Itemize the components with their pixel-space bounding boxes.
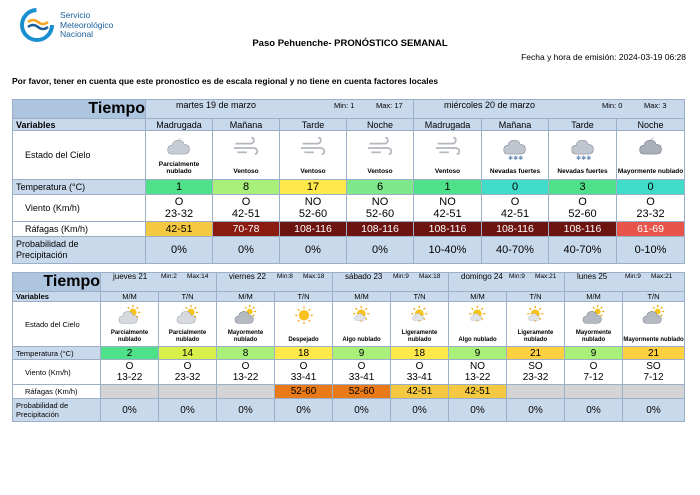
sky-cell xyxy=(449,302,507,347)
wind-cell xyxy=(275,360,333,385)
day-header xyxy=(333,273,449,292)
prob-cell: 0% xyxy=(213,237,280,264)
wind-cell xyxy=(449,360,507,385)
sky-state: Ventoso xyxy=(434,168,461,175)
day-min: Min:8 xyxy=(277,273,293,280)
mostly-cloudy-icon xyxy=(642,305,666,327)
period-header: M/M xyxy=(565,292,623,302)
wind-speed: 23-32 xyxy=(636,208,665,220)
day-name: martes 19 de marzo xyxy=(176,100,257,110)
row-label-sky: Estado del Cielo xyxy=(13,131,146,180)
heavy-snow-icon xyxy=(569,135,597,161)
wind-speed: 42-51 xyxy=(500,208,530,220)
prob-label-1: Probabilidad de xyxy=(16,239,79,249)
sky-state: Ventoso xyxy=(233,168,259,175)
day-min: Min:9 xyxy=(393,273,409,280)
sky-state: Algo nublado xyxy=(342,336,381,343)
logo-text xyxy=(60,11,113,40)
logo-line-2: Meteorológico xyxy=(60,19,114,30)
gust-cell xyxy=(507,385,565,399)
wind-dir: O xyxy=(646,196,655,208)
prob-cell: 0% xyxy=(101,399,159,422)
row-label-prob xyxy=(13,399,101,422)
temp-cell: 8 xyxy=(217,347,275,360)
wind-cell xyxy=(623,360,685,385)
sky-cell xyxy=(159,302,217,347)
tiempo-header xyxy=(13,100,146,119)
day-name: viernes 22 xyxy=(229,272,266,281)
temp-cell: 21 xyxy=(507,347,565,360)
svg-text:✱✱✱: ✱✱✱ xyxy=(508,155,524,161)
sky-cell xyxy=(280,131,347,180)
row-label-gust: Ráfagas (Km/h) xyxy=(13,385,101,399)
wind-dir: O xyxy=(174,196,184,208)
prob-cell: 40-70% xyxy=(482,237,549,264)
gust-cell xyxy=(101,385,159,399)
sky-cell xyxy=(101,302,159,347)
gust-cell: 108-116 xyxy=(414,222,482,237)
sky-state: Parcialmente nublado xyxy=(168,330,207,343)
day-header xyxy=(414,100,685,119)
temp-cell: 17 xyxy=(280,180,347,195)
wind-dir: SO xyxy=(528,361,543,372)
sky-state: Parcialmente nublado xyxy=(110,330,149,343)
sky-cell xyxy=(414,131,482,180)
period-header: M/M xyxy=(449,292,507,302)
prob-cell: 10-40% xyxy=(414,237,482,264)
day-name: lunes 25 xyxy=(577,272,608,281)
temp-cell: 6 xyxy=(347,180,414,195)
sun-cloud-icon xyxy=(466,305,490,327)
temp-cell: 0 xyxy=(617,180,685,195)
period-header: Noche xyxy=(617,119,685,131)
gust-cell xyxy=(623,385,685,399)
wind-speed: 23-32 xyxy=(174,372,201,383)
prob-label-2: Precipitación xyxy=(16,250,68,260)
day-min: Min: 0 xyxy=(602,101,623,110)
wind-dir: O xyxy=(589,361,598,372)
sky-state: Parcialmente nublado xyxy=(158,161,200,175)
wind-speed: 42-51 xyxy=(433,208,462,220)
sky-cell xyxy=(507,302,565,347)
temp-cell: 18 xyxy=(275,347,333,360)
prob-cell: 0% xyxy=(347,237,414,264)
variables-label: Variables xyxy=(16,119,56,130)
prob-cell: 0% xyxy=(159,399,217,422)
wind-dir: O xyxy=(578,196,587,208)
day-name: miércoles 20 de marzo xyxy=(444,100,536,110)
sky-cell xyxy=(213,131,280,180)
wind-speed: 7-12 xyxy=(643,372,664,383)
sky-state: Despejado xyxy=(288,336,319,343)
wind-speed: 13-22 xyxy=(116,372,143,383)
wind-cell xyxy=(347,195,414,222)
wind-dir: O xyxy=(241,361,250,372)
wind-dir: NO xyxy=(304,196,322,208)
wind-speed: 33-41 xyxy=(348,372,375,383)
sky-state: Mayormente nublado xyxy=(617,168,684,175)
day-min: Min: 1 xyxy=(334,101,355,110)
gust-cell xyxy=(565,385,623,399)
sky-state: Mayormente nublado xyxy=(575,330,612,343)
day-max: Max: 17 xyxy=(376,101,403,110)
day-name: jueves 21 xyxy=(113,272,148,281)
sky-state: Ligeramente nublado xyxy=(401,330,438,343)
day-header xyxy=(217,273,333,292)
gust-cell: 108-116 xyxy=(482,222,549,237)
sky-cell xyxy=(482,131,549,180)
gust-cell: 52-60 xyxy=(333,385,391,399)
sky-cell xyxy=(623,302,685,347)
prob-cell: 0% xyxy=(449,399,507,422)
temp-cell: 18 xyxy=(391,347,449,360)
gust-cell: 52-60 xyxy=(275,385,333,399)
row-label-temp: Temperatura (°C) xyxy=(13,347,101,360)
tiempo-label: Tiempo xyxy=(88,100,145,117)
wind-speed: 42-51 xyxy=(231,208,261,220)
partly-cloudy-night-icon xyxy=(165,135,193,161)
prob-cell: 0% xyxy=(623,399,685,422)
windy-icon xyxy=(299,135,327,161)
row-label-wind: Viento (Km/h) xyxy=(13,360,101,385)
sun-cloud-icon xyxy=(408,305,432,327)
gust-cell: 42-51 xyxy=(391,385,449,399)
period-header: T/N xyxy=(391,292,449,302)
wind-cell xyxy=(507,360,565,385)
daily-forecast-table xyxy=(12,99,685,264)
weekly-forecast-table xyxy=(12,272,685,422)
wind-dir: O xyxy=(183,361,192,372)
period-header: Noche xyxy=(347,119,414,131)
wind-cell xyxy=(280,195,347,222)
variables-header xyxy=(13,292,101,302)
day-max: Max:21 xyxy=(535,273,557,280)
logo-line-3: Nacional xyxy=(60,29,94,39)
wind-dir: SO xyxy=(646,361,661,372)
temp-cell: 8 xyxy=(213,180,280,195)
temp-cell: 21 xyxy=(623,347,685,360)
period-header: Madrugada xyxy=(414,119,482,131)
prob-cell: 0% xyxy=(333,399,391,422)
period-header: M/M xyxy=(101,292,159,302)
sky-cell xyxy=(549,131,617,180)
sky-state: Mayormente nublado xyxy=(227,330,264,343)
smn-logo-mark-icon xyxy=(20,8,54,42)
prob-cell: 0-10% xyxy=(617,237,685,264)
wind-cell xyxy=(414,195,482,222)
prob-label-2: Precipitación xyxy=(16,410,59,419)
wind-dir: NO xyxy=(470,361,485,372)
mostly-cloudy-icon xyxy=(234,305,258,327)
wind-speed: 52-60 xyxy=(365,208,395,220)
wind-cell xyxy=(159,360,217,385)
sun-cloud-icon xyxy=(524,305,548,327)
temp-cell: 2 xyxy=(101,347,159,360)
mostly-cloudy-icon xyxy=(582,305,606,327)
gust-cell xyxy=(159,385,217,399)
sky-cell xyxy=(146,131,213,180)
wind-cell xyxy=(217,360,275,385)
wind-dir: O xyxy=(357,361,366,372)
regional-note: Por favor, tener en cuenta que este pronostico es de escala regional y no tiene en cuenta factores locales xyxy=(12,76,439,86)
temp-cell: 9 xyxy=(565,347,623,360)
prob-label-1: Probabilidad de xyxy=(16,401,69,410)
day-min: Min:9 xyxy=(509,273,525,280)
windy-icon xyxy=(366,135,394,161)
period-header: M/M xyxy=(333,292,391,302)
sky-cell xyxy=(217,302,275,347)
sky-state: Mayormente nublado xyxy=(623,336,684,343)
partly-cloudy-icon xyxy=(118,305,142,327)
day-max: Max:14 xyxy=(187,273,209,280)
sky-cell xyxy=(333,302,391,347)
wind-cell xyxy=(617,195,685,222)
period-header: M/M xyxy=(217,292,275,302)
sky-cell xyxy=(391,302,449,347)
sky-state: Ventoso xyxy=(367,168,393,175)
wind-speed: 23-32 xyxy=(522,372,549,383)
wind-speed: 33-41 xyxy=(406,372,433,383)
day-name: sábado 23 xyxy=(345,272,383,281)
day-max: Max:18 xyxy=(419,273,441,280)
prob-cell: 0% xyxy=(146,237,213,264)
day-max: Max:18 xyxy=(303,273,325,280)
page-title: Paso Pehuenche- PRONÓSTICO SEMANAL xyxy=(252,38,448,49)
sky-cell xyxy=(617,131,685,180)
wind-speed: 13-22 xyxy=(464,372,491,383)
wind-dir: O xyxy=(299,361,308,372)
sky-cell xyxy=(347,131,414,180)
wind-dir: NO xyxy=(371,196,389,208)
variables-label: Variables xyxy=(16,292,49,301)
temp-cell: 3 xyxy=(549,180,617,195)
row-label-temp: Temperatura (°C) xyxy=(13,180,146,195)
wind-cell xyxy=(213,195,280,222)
temp-cell: 14 xyxy=(159,347,217,360)
period-header: Madrugada xyxy=(146,119,213,131)
period-header: T/N xyxy=(507,292,565,302)
sky-state: Ligeramente nublado xyxy=(517,330,554,343)
sky-state: Ventoso xyxy=(300,168,326,175)
prob-cell: 0% xyxy=(280,237,347,264)
day-header xyxy=(449,273,565,292)
gust-cell: 70-78 xyxy=(213,222,280,237)
prob-cell: 0% xyxy=(275,399,333,422)
mostly-cloudy-night-icon xyxy=(637,135,665,161)
gust-cell: 42-51 xyxy=(146,222,213,237)
row-label-gust: Ráfagas (Km/h) xyxy=(13,222,146,237)
gust-cell: 108-116 xyxy=(347,222,414,237)
wind-speed: 7-12 xyxy=(583,372,604,383)
sky-cell xyxy=(565,302,623,347)
period-header: Mañana xyxy=(482,119,549,131)
period-header: T/N xyxy=(159,292,217,302)
wind-dir: O xyxy=(415,361,424,372)
period-header: Tarde xyxy=(549,119,617,131)
sky-state: Nevadas fuertes xyxy=(557,168,608,175)
sun-icon xyxy=(292,305,316,327)
variables-header xyxy=(13,119,146,131)
temp-cell: 0 xyxy=(482,180,549,195)
wind-dir: O xyxy=(241,196,251,208)
windy-icon xyxy=(232,135,260,161)
sky-cell xyxy=(275,302,333,347)
row-label-wind: Viento (Km/h) xyxy=(13,195,146,222)
windy-icon xyxy=(434,135,462,161)
emission-date: Fecha y hora de emisión: 2024-03-19 06:28 xyxy=(521,52,686,62)
tiempo-header xyxy=(13,273,101,292)
wind-dir: O xyxy=(125,361,134,372)
wind-speed: 13-22 xyxy=(232,372,259,383)
day-name: domingo 24 xyxy=(461,272,503,281)
gust-cell: 42-51 xyxy=(449,385,507,399)
day-min: Min:2 xyxy=(161,273,177,280)
day-header xyxy=(565,273,685,292)
row-label-sky: Estado del Cielo xyxy=(13,302,101,347)
row-label-prob xyxy=(13,237,146,264)
day-max: Max:21 xyxy=(651,273,673,280)
prob-cell: 0% xyxy=(391,399,449,422)
prob-cell: 0% xyxy=(507,399,565,422)
period-header: T/N xyxy=(623,292,685,302)
sky-state: Nevadas fuertes xyxy=(489,168,541,175)
partly-cloudy-icon xyxy=(176,305,200,327)
sun-cloud-icon xyxy=(350,305,374,327)
prob-cell: 0% xyxy=(565,399,623,422)
wind-dir: NO xyxy=(439,196,456,208)
wind-speed: 23-32 xyxy=(164,208,194,220)
period-header: T/N xyxy=(275,292,333,302)
period-header: Mañana xyxy=(213,119,280,131)
gust-cell: 61-69 xyxy=(617,222,685,237)
wind-cell xyxy=(482,195,549,222)
wind-cell xyxy=(549,195,617,222)
wind-cell xyxy=(101,360,159,385)
prob-cell: 40-70% xyxy=(549,237,617,264)
temp-cell: 9 xyxy=(449,347,507,360)
day-header xyxy=(146,100,414,119)
temp-cell: 9 xyxy=(333,347,391,360)
gust-cell: 108-116 xyxy=(280,222,347,237)
wind-cell xyxy=(391,360,449,385)
heavy-snow-icon xyxy=(501,135,529,161)
day-min: Min:9 xyxy=(625,273,641,280)
day-max: Max: 3 xyxy=(644,101,667,110)
svg-text:✱✱✱: ✱✱✱ xyxy=(575,155,591,161)
tiempo-label: Tiempo xyxy=(43,273,100,290)
sky-state: Algo nublado xyxy=(458,336,497,343)
gust-cell xyxy=(217,385,275,399)
wind-speed: 52-60 xyxy=(298,208,328,220)
prob-cell: 0% xyxy=(217,399,275,422)
wind-cell xyxy=(146,195,213,222)
day-header xyxy=(101,273,217,292)
wind-cell xyxy=(565,360,623,385)
period-header: Tarde xyxy=(280,119,347,131)
wind-speed: 52-60 xyxy=(568,208,597,220)
wind-speed: 33-41 xyxy=(290,372,317,383)
temp-cell: 1 xyxy=(146,180,213,195)
logo-line-1: Servicio xyxy=(60,10,91,20)
wind-dir: O xyxy=(510,196,520,208)
wind-cell xyxy=(333,360,391,385)
gust-cell: 108-116 xyxy=(549,222,617,237)
temp-cell: 1 xyxy=(414,180,482,195)
